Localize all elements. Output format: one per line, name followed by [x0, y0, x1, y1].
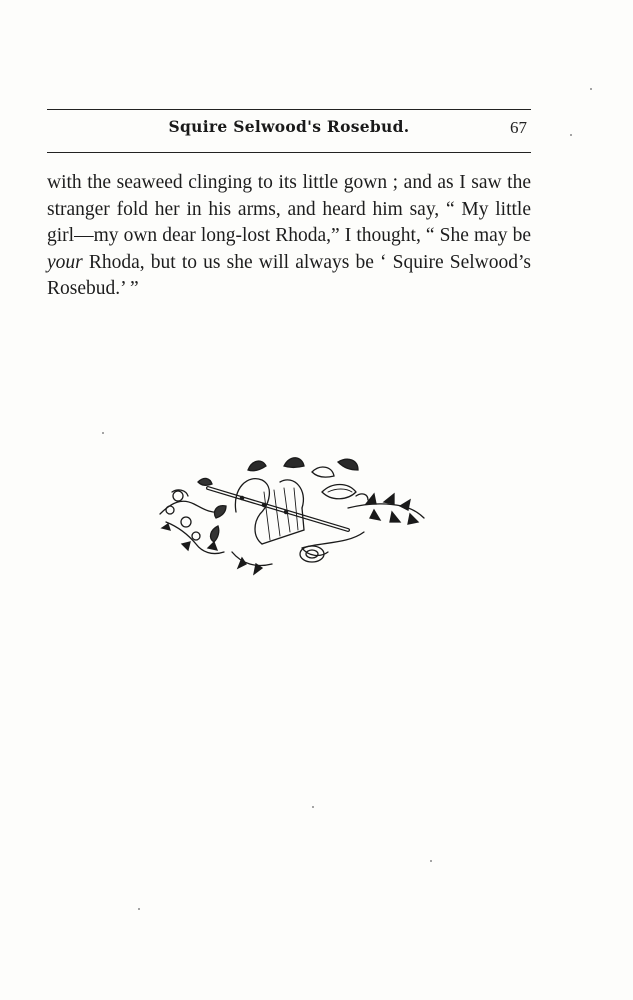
- paper-speck: [430, 860, 432, 862]
- header-bottom-rule: [47, 152, 531, 153]
- italic-word: your: [47, 251, 83, 273]
- paragraph: [47, 170, 531, 303]
- header-top-rule: [47, 109, 531, 110]
- running-title: Squire Selwood's Rosebud.: [168, 117, 410, 136]
- running-head: [47, 114, 531, 146]
- paper-speck: [312, 806, 314, 808]
- paper-speck: [138, 908, 140, 910]
- paper-speck: [590, 88, 592, 90]
- page-number: 67: [510, 118, 527, 137]
- body-paragraph: [47, 170, 531, 303]
- paper-speck: [102, 432, 104, 434]
- text-after-italic: Rhoda, but to us she will always be ‘ Squire Selwood’s Rosebud.’ ”: [47, 251, 531, 299]
- paper-speck: [570, 134, 572, 136]
- text-before-italic: with the seaweed clinging to its little gown ; and as I saw the stranger fold her in his arms, and heard him say, “ My little girl—my own dear long-lost Rhoda,” I thought, “ She may be: [47, 172, 531, 246]
- floral-musical-instruments-vignette-icon: [152, 452, 428, 576]
